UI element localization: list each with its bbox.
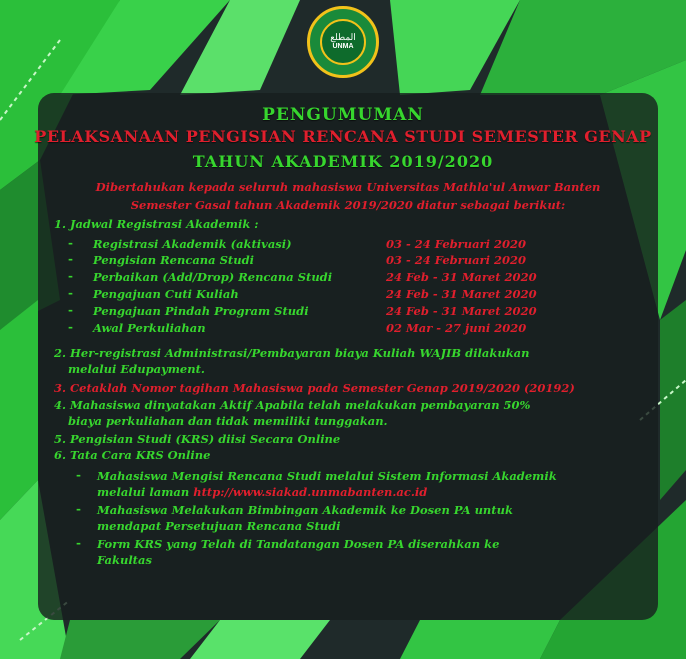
announcement-subtitle: PELAKSANAAN PENGISIAN RENCANA STUDI SEMESTER GENAP — [34, 127, 652, 146]
item-4-line-2: biaya perkuliahan dan tidak memiliki tunggakan. — [68, 414, 388, 428]
bullet-dash: - — [76, 502, 81, 516]
schedule-date: 03 - 24 Februari 2020 — [386, 253, 526, 267]
bullet-dash: - — [76, 468, 81, 482]
announcement-title: PENGUMUMAN — [262, 105, 424, 125]
schedule-activity: Registrasi Akademik (aktivasi) — [93, 237, 292, 251]
schedule-activity: Pengajuan Pindah Program Studi — [93, 304, 309, 318]
intro-line-1: Dibertahukan kepada seluruh mahasiswa Universitas Mathla'ul Anwar Banten — [95, 180, 601, 194]
item-4-line-1: 4. Mahasiswa dinyatakan Aktif Apabila telah melakukan pembayaran 50% — [54, 398, 531, 412]
krs-step-3-line-2: Fakultas — [97, 553, 152, 567]
item-3: 3. Cetaklah Nomor tagihan Mahasiswa pada Semester Genap 2019/2020 (20192) — [54, 381, 575, 395]
item-2-line-2: melalui Edupayment. — [68, 362, 205, 376]
item-1-heading: 1. Jadwal Registrasi Akademik : — [54, 217, 259, 231]
bullet-dash: - — [68, 236, 73, 250]
item-2-line-1: 2. Her-registrasi Administrasi/Pembayaran biaya Kuliah WAJIB dilakukan — [54, 346, 530, 360]
schedule-date: 24 Feb - 31 Maret 2020 — [386, 270, 537, 284]
schedule-activity: Pengisian Rencana Studi — [93, 253, 254, 267]
schedule-date: 24 Feb - 31 Maret 2020 — [386, 304, 537, 318]
university-logo — [307, 6, 379, 78]
intro-line-2: Semester Gasal tahun Akademik 2019/2020 diatur sebagai berikut: — [130, 198, 566, 212]
bullet-dash: - — [68, 286, 73, 300]
bullet-dash: - — [68, 269, 73, 283]
krs-step-3-line-1: Form KRS yang Telah di Tandatangan Dosen PA diserahkan ke — [97, 537, 500, 551]
bullet-dash: - — [76, 536, 81, 550]
logo-abbreviation: UNMA — [332, 43, 354, 50]
logo-arabic-text: ﺍﻟﻤﻄﻠﻊ — [330, 33, 356, 43]
logo-center — [320, 19, 366, 65]
item-5: 5. Pengisian Studi (KRS) diisi Secara Online — [54, 432, 341, 446]
krs-step-2-line-2: mendapat Persetujuan Rencana Studi — [97, 519, 341, 533]
bullet-dash: - — [68, 320, 73, 334]
schedule-date: 24 Feb - 31 Maret 2020 — [386, 287, 537, 301]
schedule-date: 02 Mar - 27 juni 2020 — [386, 321, 527, 335]
schedule-activity: Perbaikan (Add/Drop) Rencana Studi — [93, 270, 333, 284]
krs-step-1-line-1: Mahasiswa Mengisi Rencana Studi melalui Sistem Informasi Akademik — [97, 469, 557, 483]
item-6: 6. Tata Cara KRS Online — [54, 448, 211, 462]
schedule-activity: Pengajuan Cuti Kuliah — [93, 287, 239, 301]
siakad-link[interactable]: http://www.siakad.unmabanten.ac.id — [193, 485, 428, 499]
bullet-dash: - — [68, 252, 73, 266]
bullet-dash: - — [68, 303, 73, 317]
krs-step-2-line-1: Mahasiswa Melakukan Bimbingan Akademik ke Dosen PA untuk — [97, 503, 513, 517]
schedule-date: 03 - 24 Februari 2020 — [386, 237, 526, 251]
schedule-activity: Awal Perkuliahan — [93, 321, 206, 335]
academic-year: TAHUN AKADEMIK 2019/2020 — [192, 152, 494, 171]
krs-step-1-line-2 — [97, 484, 427, 500]
krs-step-1-prefix: melalui laman — [97, 485, 194, 499]
